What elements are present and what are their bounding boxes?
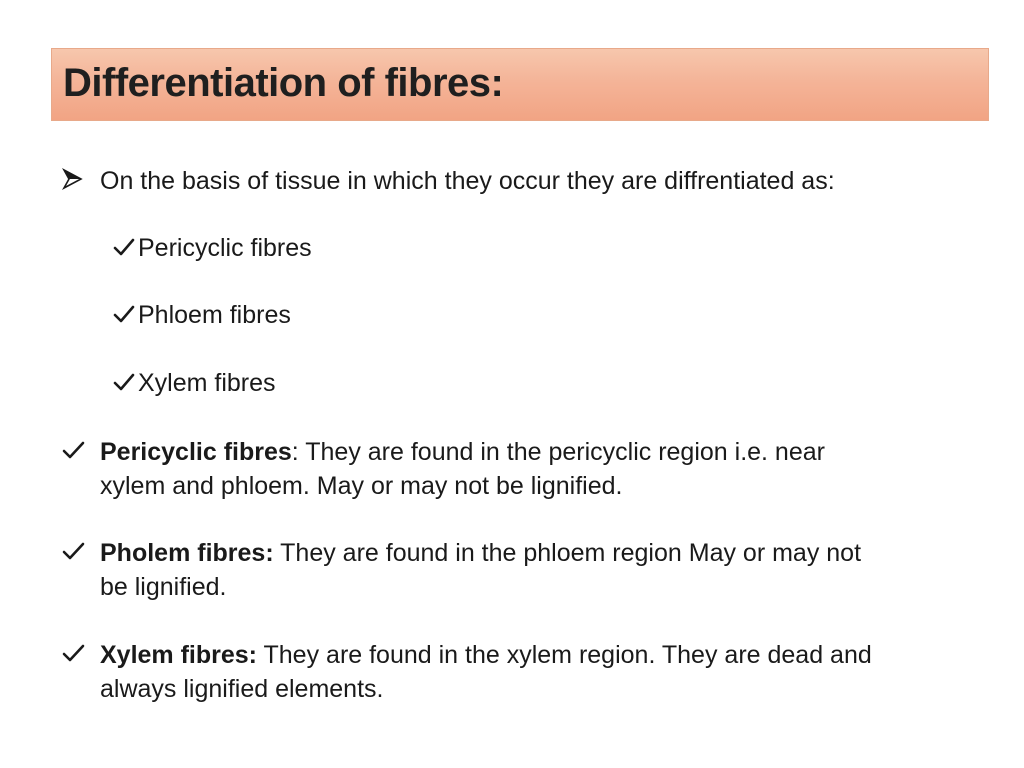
description-term: Pholem fibres: [100,539,274,567]
description-text: They are found in the phloem region May or may not [273,539,862,567]
description-xylem [60,638,980,708]
description-phloem [60,536,980,606]
type-label: Xylem fibres [138,369,276,397]
description-text: They are found in the pericyclic region i.e. near [298,438,825,466]
description-term: Xylem fibres: [100,641,258,669]
description-line-2: always lignified elements. [100,675,384,703]
intro-text: On the basis of tissue in which they occur they are diffrentiated as: [100,167,835,195]
description-pericyclic [60,435,980,505]
checkmark-icon [112,235,136,259]
description-line-1 [100,536,980,570]
description-term: Pericyclic fibres [100,438,292,466]
description-line-2: be lignified. [100,573,227,601]
description-line-1 [100,638,980,672]
checkmark-icon [112,302,136,326]
description-separator: : [291,438,299,466]
description-text: They are found in the xylem region. They are dead and [257,641,872,669]
description-line-2: xylem and phloem. May or may not be lignified. [100,472,623,500]
checkmark-icon [60,437,86,463]
checkmark-icon [112,370,136,394]
intro-bullet [60,164,980,198]
description-line-1 [100,435,980,469]
checkmark-icon [60,538,86,564]
type-label: Phloem fibres [138,301,291,329]
arrow-bullet-icon [60,166,86,192]
type-label: Pericyclic fibres [138,234,312,262]
checkmark-icon [60,640,86,666]
slide-title: Differentiation of fibres: [63,61,504,105]
